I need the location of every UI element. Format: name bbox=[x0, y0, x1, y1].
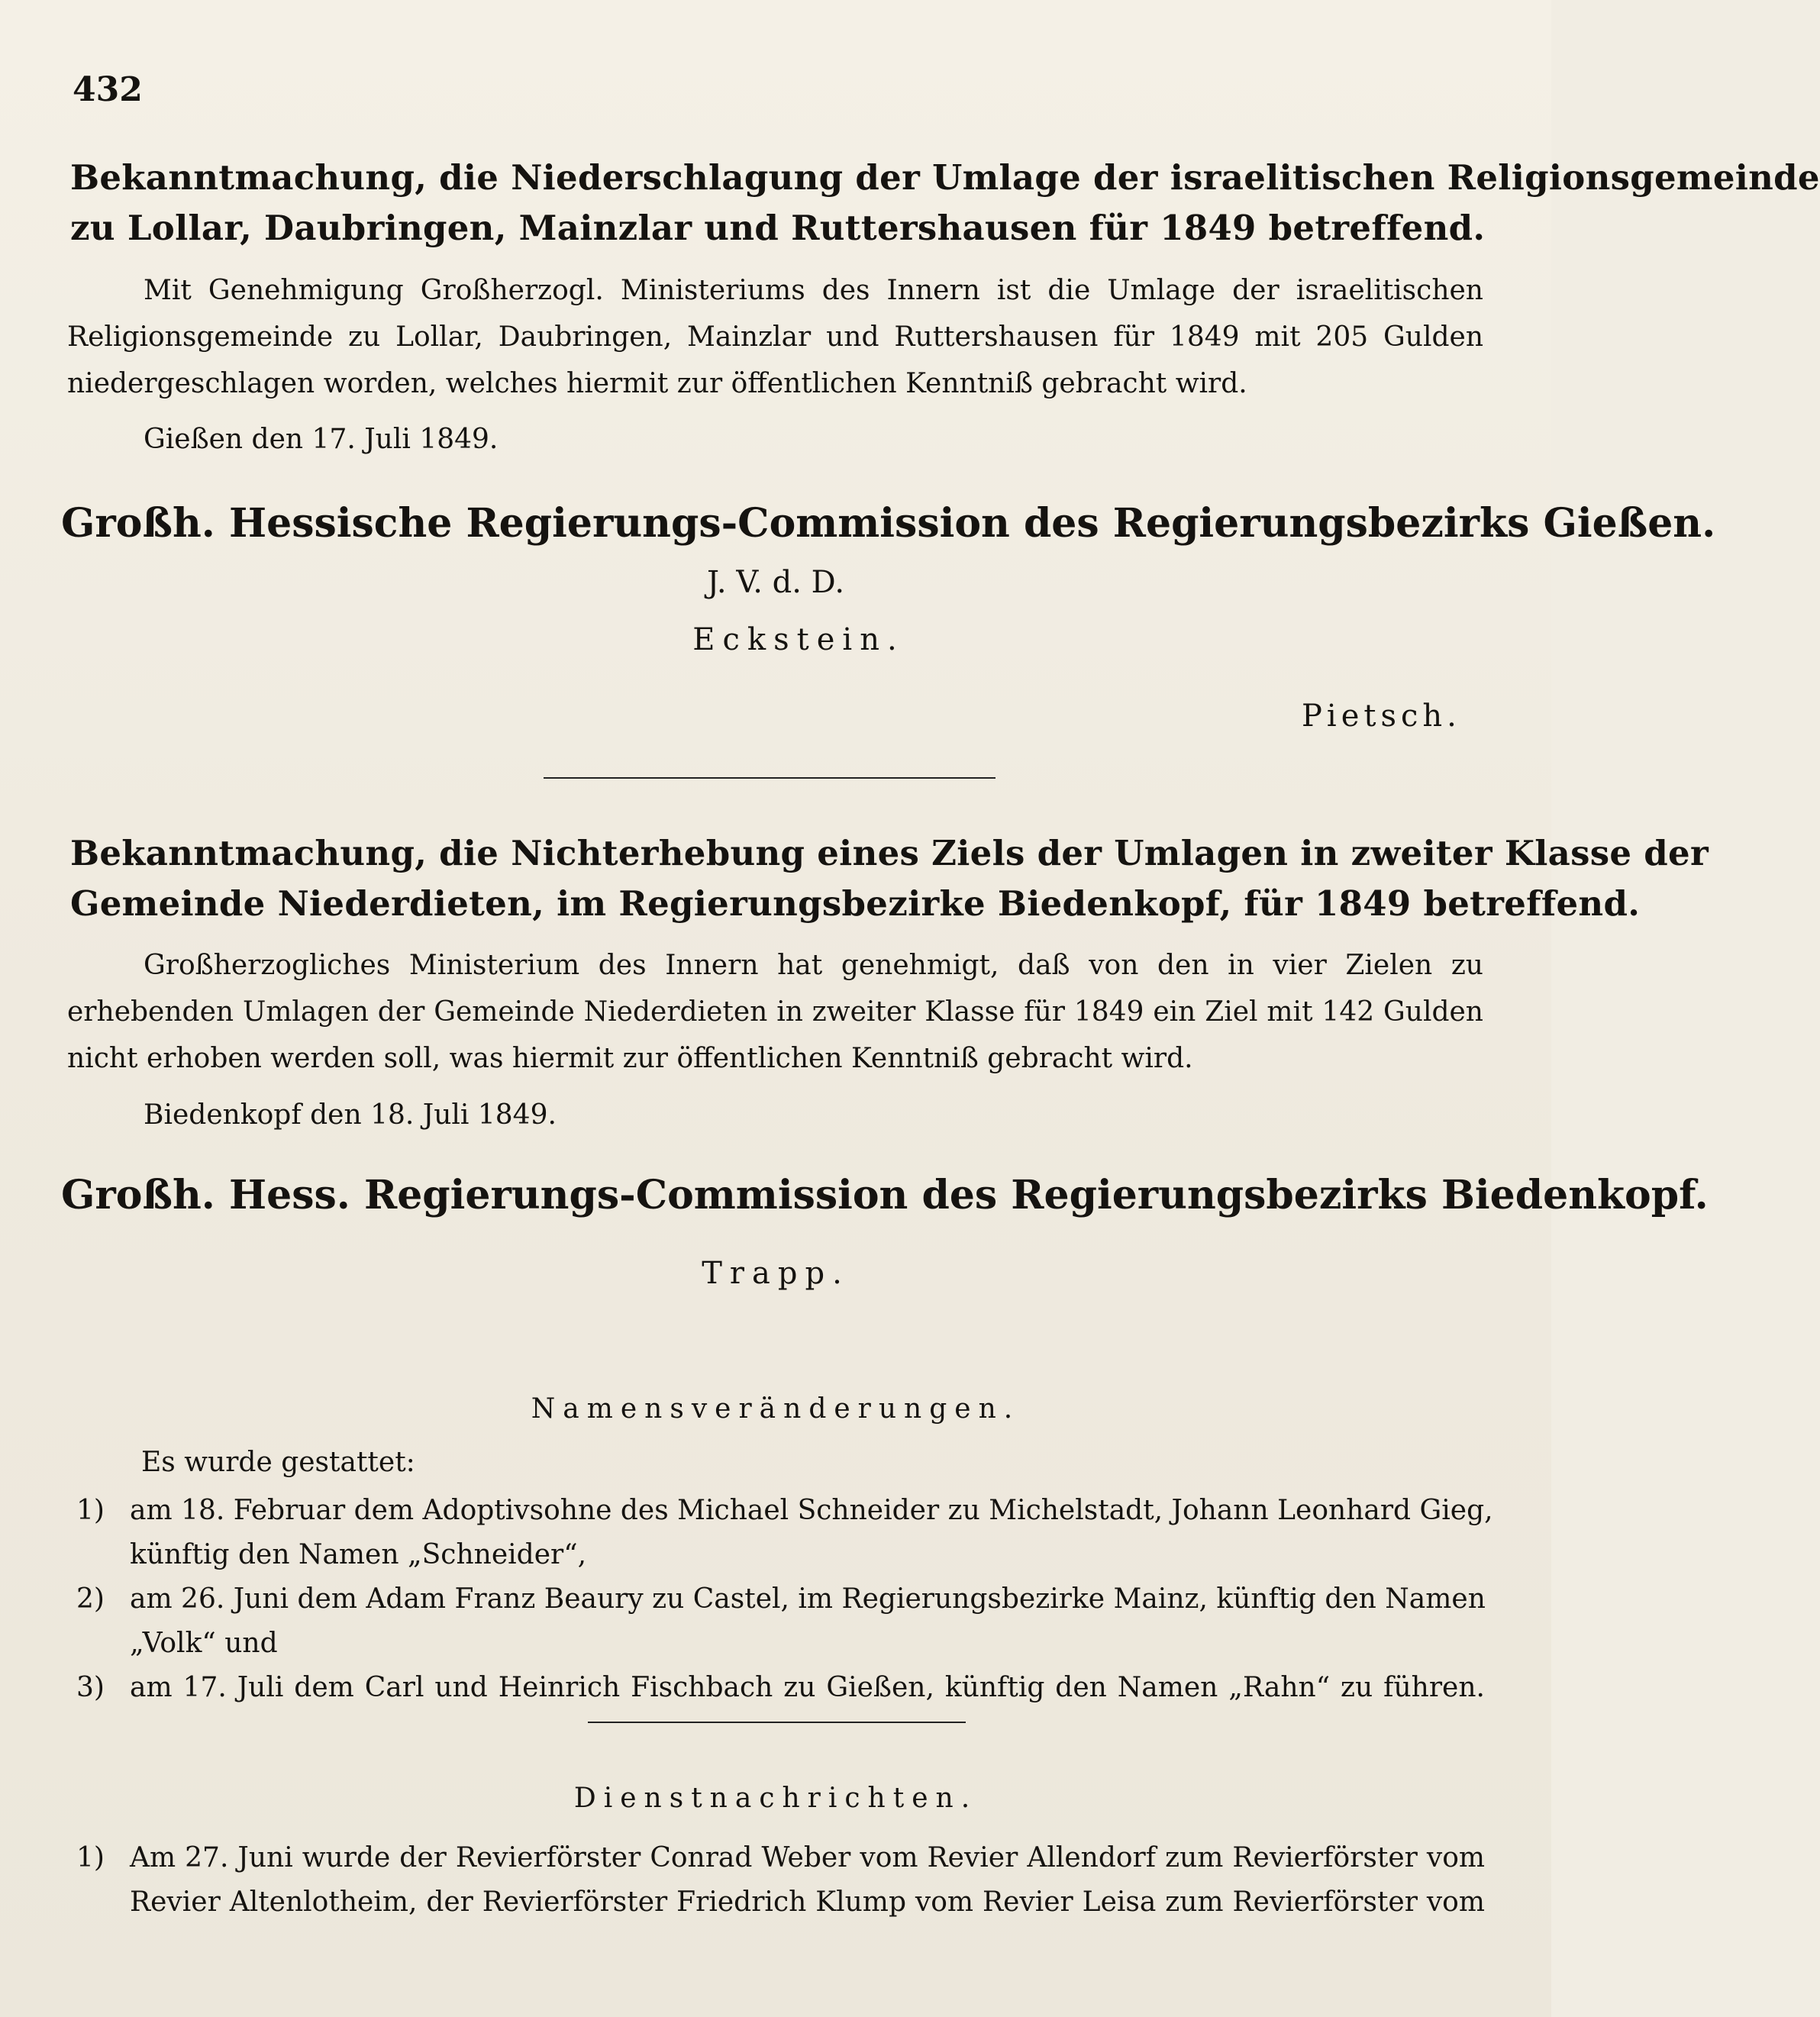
notice1-signatory: Eckstein. bbox=[692, 622, 905, 657]
notice1-body-line: niedergeschlagen worden, welches hiermit zur öffentlichen Kenntniß gebracht wird. bbox=[67, 368, 1247, 399]
notice1-initials: J. V. d. D. bbox=[706, 565, 845, 600]
notice1-countersign: Pietsch. bbox=[1302, 699, 1461, 734]
list-item-line: Revier Altenlotheim, der Revierförster Friedrich Klump vom Revier Leisa zum Revierförster vom bbox=[130, 1886, 1485, 1918]
notice2-body-line: nicht erhoben werden soll, was hiermit zur öffentlichen Kenntniß gebracht wird. bbox=[67, 1043, 1193, 1074]
service-news-heading: Dienstnachrichten. bbox=[573, 1783, 978, 1814]
list-item-number: 2) bbox=[76, 1583, 105, 1615]
list-item-line: Am 27. Juni wurde der Revierförster Conrad Weber vom Revier Allendorf zum Revierförster vom bbox=[130, 1842, 1485, 1873]
list-item-line: am 17. Juli dem Carl und Heinrich Fischbach zu Gießen, künftig den Namen „Rahn“ zu führen. bbox=[130, 1672, 1485, 1703]
notice2-authority: Großh. Hess. Regierungs-Commission des Regierungsbezirks Biedenkopf. bbox=[61, 1172, 1709, 1218]
name-changes-list bbox=[76, 1489, 1493, 1710]
page-number: 432 bbox=[73, 70, 143, 109]
list-item-number: 3) bbox=[76, 1672, 105, 1703]
notice1-title-line: zu Lollar, Daubringen, Mainzlar und Ruttershausen für 1849 betreffend. bbox=[70, 208, 1486, 248]
notice2-place-date-text: Biedenkopf den 18. Juli 1849. bbox=[144, 1099, 557, 1131]
notice1-title-line: Bekanntmachung, die Niederschlagung der Umlage der israelitischen Religionsgemeinde bbox=[70, 157, 1820, 198]
list-item bbox=[76, 1489, 1493, 1577]
notice1-body-line: Religionsgemeinde zu Lollar, Daubringen, Mainzlar und Ruttershausen für 1849 mit 205 Gulden bbox=[67, 321, 1483, 353]
list-item-number: 1) bbox=[76, 1842, 105, 1873]
list-item-line: „Volk“ und bbox=[130, 1628, 278, 1659]
notice1-body-line: Mit Genehmigung Großherzogl. Ministeriums des Innern ist die Umlage der israelitischen bbox=[144, 275, 1483, 306]
name-changes-heading: Namensveränderungen. bbox=[531, 1393, 1021, 1425]
notice1-authority: Großh. Hessische Regierungs-Commission des Regierungsbezirks Gießen. bbox=[61, 500, 1716, 547]
name-changes-intro bbox=[141, 1439, 1439, 1486]
notice2-signatory: Trapp. bbox=[702, 1256, 850, 1291]
notice1-title bbox=[70, 153, 1820, 253]
section-divider bbox=[588, 1722, 966, 1723]
notice1-body bbox=[67, 267, 1483, 407]
notice1-place-date bbox=[67, 424, 1483, 455]
list-item bbox=[76, 1836, 1485, 1925]
notice2-title-line: Gemeinde Niederdieten, im Regierungsbezirke Biedenkopf, für 1849 betreffend. bbox=[70, 883, 1641, 924]
list-item-line: am 26. Juni dem Adam Franz Beaury zu Castel, im Regierungsbezirke Mainz, künftig den Namen bbox=[130, 1583, 1486, 1615]
service-news-list bbox=[76, 1836, 1485, 1925]
notice2-place-date bbox=[67, 1099, 1483, 1131]
list-item-line: künftig den Namen „Schneider“, bbox=[130, 1539, 587, 1570]
notice2-body-line: Großherzogliches Ministerium des Innern hat genehmigt, daß von den in vier Zielen zu bbox=[144, 950, 1483, 981]
notice2-title bbox=[70, 828, 1709, 929]
notice2-body-line: erhebenden Umlagen der Gemeinde Niederdieten in zweiter Klasse für 1849 ein Ziel mit 142 Gulden bbox=[67, 996, 1483, 1028]
list-item bbox=[76, 1577, 1485, 1666]
notice2-body bbox=[67, 942, 1483, 1082]
notice1-place-date-text: Gießen den 17. Juli 1849. bbox=[144, 424, 499, 455]
list-item-line: am 18. Februar dem Adoptivsohne des Michael Schneider zu Michelstadt, Johann Leonhard Gieg, bbox=[130, 1495, 1493, 1526]
name-changes-intro-text: Es wurde gestattet: bbox=[141, 1447, 415, 1478]
list-item bbox=[76, 1666, 1485, 1710]
list-item-number: 1) bbox=[76, 1495, 105, 1526]
notice2-title-line: Bekanntmachung, die Nichterhebung eines Ziels der Umlagen in zweiter Klasse der bbox=[70, 833, 1709, 873]
section-divider bbox=[544, 777, 996, 779]
